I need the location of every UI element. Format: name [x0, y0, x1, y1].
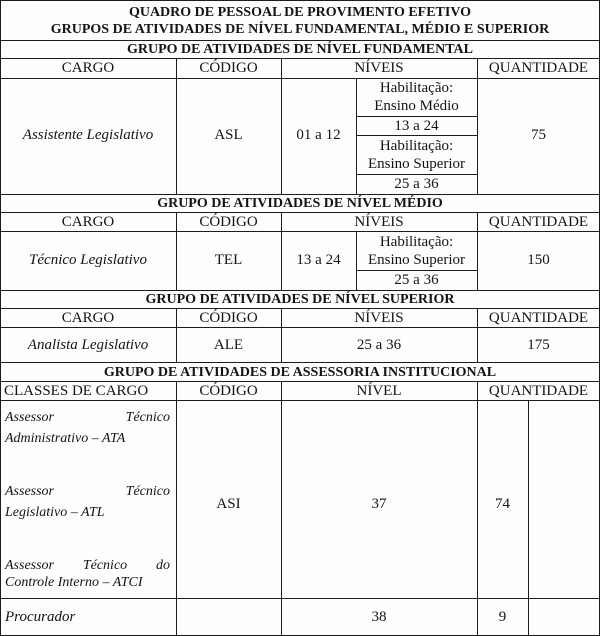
niveis-ensino-superior: 25 a 36 [394, 272, 439, 288]
column-header-codigo: CÓDIGO [199, 214, 258, 230]
column-header-niveis: NÍVEIS [354, 60, 404, 76]
niveis-asl-base: 01 a 12 [296, 127, 341, 143]
cargo-tecnico-legislativo: Técnico Legislativo [29, 252, 147, 268]
codigo-asi: ASI [216, 496, 241, 512]
group-heading-superior: GRUPO DE ATIVIDADES DE NÍVEL SUPERIOR [145, 292, 455, 307]
classe-assessor-tecnico-legislativo-line2: Legislativo – ATL [5, 505, 105, 520]
quantidade-asl: 75 [531, 127, 546, 143]
classe-assessor-tecnico-administrativo-line2: Administrativo – ATA [5, 431, 126, 446]
niveis-ale: 25 a 36 [356, 337, 402, 353]
nivel-procurador: 38 [371, 609, 387, 625]
column-header-cargo: CARGO [61, 214, 115, 230]
niveis-ensino-medio: 13 a 24 [394, 118, 439, 134]
habilitacao-label: Habilitação: [379, 80, 454, 96]
classe-assessor-tecnico-legislativo-line1: Assessor Técnico [5, 484, 170, 499]
column-header-codigo: CÓDIGO [199, 383, 258, 399]
cargo-assistente-legislativo: Assistente Legislativo [22, 127, 154, 143]
column-header-codigo: CÓDIGO [199, 310, 258, 326]
niveis-ensino-superior: 25 a 36 [394, 176, 439, 192]
group-heading-fundamental: GRUPO DE ATIVIDADES DE NÍVEL FUNDAMENTAL [126, 42, 474, 57]
table-title-line2: GRUPOS DE ATIVIDADES DE NÍVEL FUNDAMENTAL, MÉDIO E SUPERIOR [50, 22, 550, 37]
column-header-nivel: NÍVEL [356, 383, 402, 399]
group-heading-medio: GRUPO DE ATIVIDADES DE NÍVEL MÉDIO [157, 196, 443, 211]
column-header-quantidade: QUANTIDADE [488, 60, 589, 76]
quantidade-tel: 150 [527, 252, 550, 268]
table-title-line1: QUADRO DE PESSOAL DE PROVIMENTO EFETIVO [128, 5, 472, 20]
habilitacao-ensino-superior: Ensino Superior [367, 156, 466, 172]
habilitacao-label: Habilitação: [379, 234, 454, 250]
codigo-tel: TEL [214, 252, 243, 268]
niveis-tel-base: 13 a 24 [296, 252, 341, 268]
column-header-niveis: NÍVEIS [354, 214, 404, 230]
quantidade-procurador: 9 [498, 609, 507, 625]
codigo-asl: ASL [214, 127, 243, 143]
group-heading-assessoria: GRUPO DE ATIVIDADES DE ASSESSORIA INSTITUCIONAL [103, 365, 497, 380]
column-header-classes-de-cargo: CLASSES DE CARGO [4, 383, 149, 399]
column-header-codigo: CÓDIGO [199, 60, 258, 76]
cargo-analista-legislativo: Analista Legislativo [27, 337, 149, 353]
column-header-cargo: CARGO [61, 310, 115, 326]
classe-assessor-tecnico-controle-interno-line2: Controle Interno – ATCI [5, 575, 143, 590]
classe-assessor-tecnico-controle-interno-line1: Assessor Técnico do [5, 558, 170, 573]
quantidade-asi: 74 [495, 496, 510, 512]
habilitacao-label: Habilitação: [379, 138, 454, 154]
quantidade-ale: 175 [527, 337, 550, 353]
habilitacao-ensino-medio: Ensino Médio [374, 98, 459, 114]
column-header-cargo: CARGO [61, 60, 115, 76]
nivel-asi: 37 [371, 496, 387, 512]
cargo-procurador: Procurador [5, 609, 76, 625]
habilitacao-ensino-superior: Ensino Superior [367, 252, 466, 268]
column-header-quantidade: QUANTIDADE [488, 383, 589, 399]
column-header-niveis: NÍVEIS [354, 310, 404, 326]
column-header-quantidade: QUANTIDADE [488, 214, 589, 230]
classe-assessor-tecnico-administrativo-line1: Assessor Técnico [5, 410, 170, 425]
column-header-quantidade: QUANTIDADE [488, 310, 589, 326]
codigo-ale: ALE [213, 337, 244, 353]
